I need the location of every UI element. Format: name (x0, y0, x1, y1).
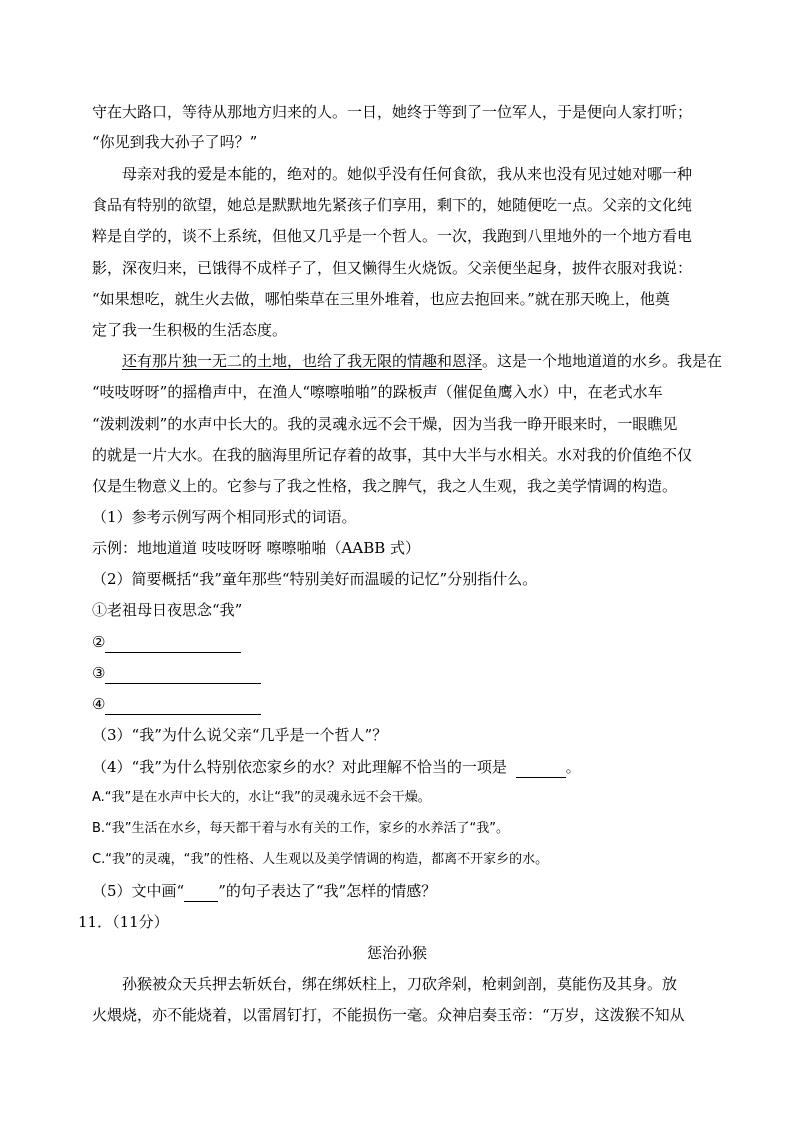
passage-line: “吱吱呀呀”的摇橹声中，在渔人“嚓嚓啪啪”的跺板声（催促鱼鹰入水）中，在老式水车 (92, 383, 663, 401)
question-4 (92, 756, 581, 778)
marker-blank (184, 885, 218, 902)
passage-text: 。这是一个地地道道的水乡。我是在 (482, 352, 723, 370)
choice-blank[interactable] (516, 761, 566, 778)
passage-line: 食品有特别的欲望，她总是默默地先紧孩子们享用，剩下的，她随便吃一点。父亲的文化纯 (92, 196, 693, 214)
passage-line: 母亲对我的爱是本能的，绝对的。她似乎没有任何食欲，我从来也没有见过她对哪一种 (122, 165, 693, 183)
answer-label: ③ (92, 664, 106, 682)
option-a: A.“我”是在水声中长大的，水让“我”的灵魂永远不会干燥。 (92, 790, 431, 805)
question-3: （3）“我”为什么说父亲“几乎是一个哲人”？ (92, 726, 388, 744)
passage-line: 的就是一片大水。在我的脑海里所记存着的故事，其中大半与水相关。水对我的价值绝不仅 (92, 446, 693, 464)
answer-blank[interactable] (105, 667, 261, 684)
passage-line: “如果想吃，就生火去做，哪怕柴草在三里外堆着，也应去抱回来。”就在那天晚上，他奠 (92, 290, 670, 308)
passage-line: “你见到我大孙子了吗？” (92, 133, 258, 151)
passage-line: 仅是生物意义上的。它参与了我之性格，我之脾气，我之人生观，我之美学情调的构造。 (92, 477, 678, 495)
underlined-sentence: 还有那片独一无二的土地，也给了我无限的情趣和恩泽 (122, 352, 483, 370)
answer-4 (92, 693, 261, 715)
answer-2 (92, 631, 241, 653)
question-5 (92, 880, 436, 902)
passage-line: 守在大路口，等待从那地方归来的人。一日，她终于等到了一位军人，于是便向人家打听； (92, 103, 693, 121)
section-title: 惩治孙猴 (366, 944, 427, 962)
passage-line: 孙猴被众天兵押去斩妖台，绑在绑妖柱上，刀砍斧剁，枪刺剑剖，莫能伤及其身。放 (122, 975, 678, 993)
question-2: （2）简要概括“我”童年那些“特别美好而温暖的记忆”分别指什么。 (92, 570, 538, 588)
example-line: 示例：地地道道 吱吱呀呀 嚓嚓啪啪（AABB 式） (92, 539, 421, 557)
answer-blank[interactable] (105, 698, 261, 715)
option-c: C.“我”的灵魂，“我”的性格、人生观以及美学情调的构造，都离不开家乡的水。 (92, 852, 549, 867)
passage-line: 粹是自学的，谈不上系统，但他又几乎是一个哲人。一次，我跑到八里地外的一个地方看电 (92, 227, 693, 245)
question-1: （1）参考示例写两个相同形式的词语。 (92, 508, 357, 526)
question-text: ”的句子表达了“我”怎样的情感？ (218, 882, 437, 900)
passage-line: “泼剌泼剌”的水声中长大的。我的灵魂永远不会干燥，因为当我一睁开眼来时，一眼瞧见 (92, 415, 678, 433)
question-text: 。 (565, 758, 581, 776)
question-text: （4）“我”为什么特别依恋家乡的水？对此理解不恰当的一项是 (92, 758, 507, 776)
option-b: B.“我”生活在水乡，每天都干着与水有关的工作，家乡的水养活了“我”。 (92, 821, 509, 836)
passage-line: 影，深夜归来，已饿得不成样子了，但又懒得生火烧饭。父亲便坐起身，披件衣服对我说： (92, 259, 693, 277)
passage-line (122, 350, 722, 372)
answer-label: ④ (92, 695, 106, 713)
answer-3 (92, 662, 261, 684)
answer-1: ①老祖母日夜思念“我” (92, 601, 243, 619)
question-number: 11．（11分） (78, 913, 169, 931)
answer-label: ② (92, 633, 106, 651)
passage-line: 定了我一生积极的生活态度。 (92, 321, 288, 339)
question-text: （5）文中画“ (92, 882, 185, 900)
passage-line: 火煨烧，亦不能烧着，以雷屑钉打，不能损伤一毫。众神启奏玉帝：“万岁，这泼猴不知从 (92, 1006, 685, 1024)
answer-blank[interactable] (105, 636, 241, 653)
